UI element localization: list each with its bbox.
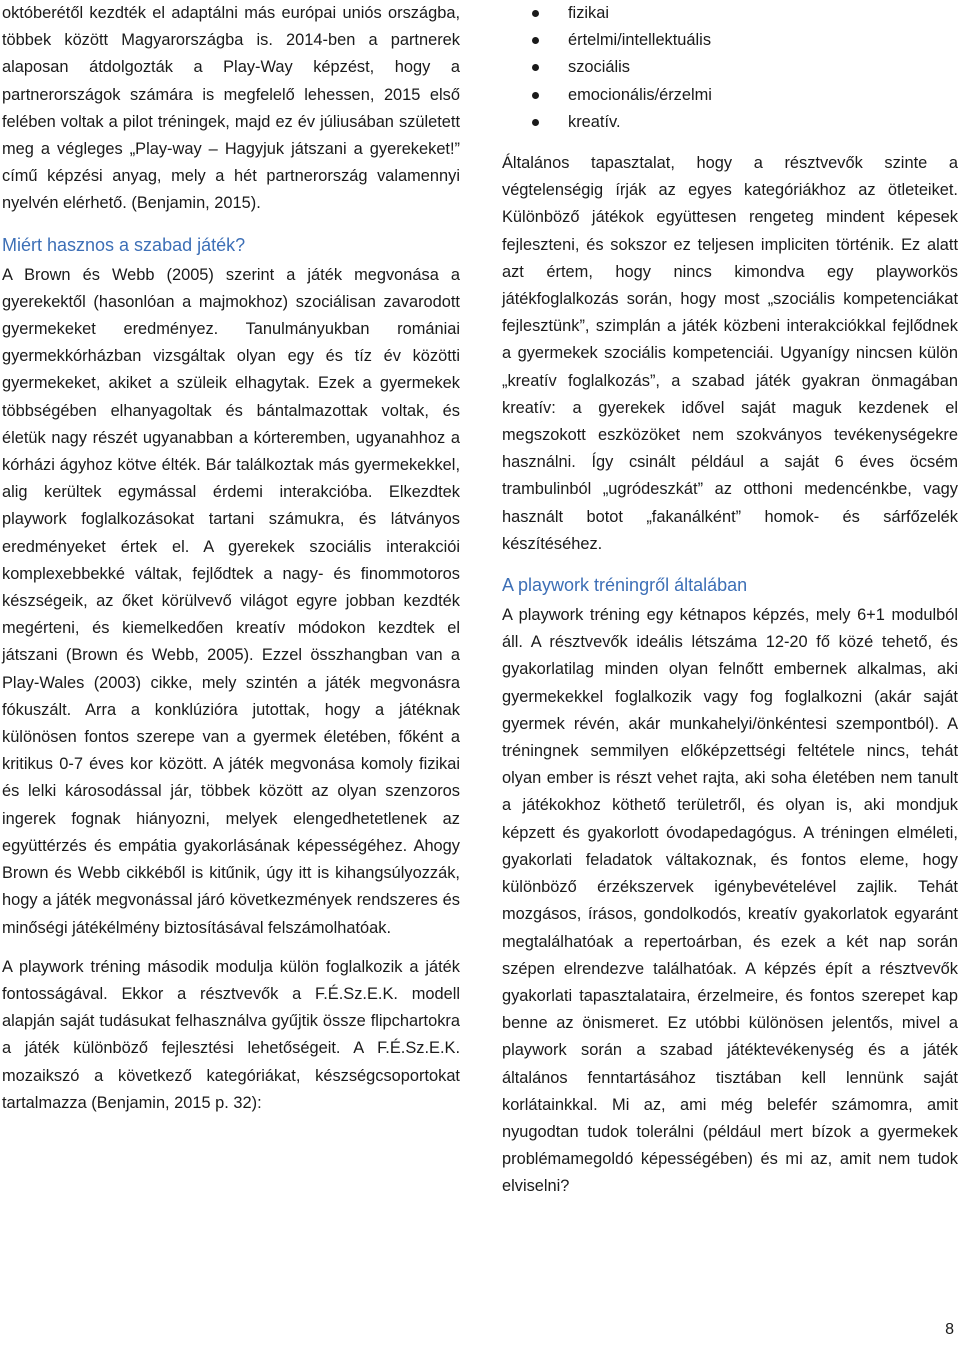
- section-heading-playwork-training: A playwork tréningről általában: [502, 575, 748, 596]
- bullet-icon: [532, 37, 539, 44]
- list-item-label: értelmi/intellektuális: [568, 31, 712, 50]
- list-item: [502, 0, 958, 27]
- right-paragraph-1: Általános tapasztalat, hogy a résztvevők szinte a végtelenségig írják az egyes kategóriákhoz az ötleteiket. Különböző játékok együttesen rengeteg mindent képesek fejleszteni, és sokszor ez teljesen impliciten történik. Ez alatt azt értem, hogy nincs kimondva egy playworkös játékfoglalkozás során, hogy most „szociális kompetenciákat fejlesztünk”, szimplán a játék közbeni interakciókkal fejlődnek a gyermekek szociális kompetenciái. Ugyanígy nincsen külön „kreatív foglalkozás”, a szabad játék gyakran önmagában kreatív: a gyerekek idővel saját maguk kezdenek el megszokott eszközöket nem szokványos tevékenységekre használni. Így csinált például a saját 6 éves öcsém trambulinból „ugródeszkát” az otthoni medencénkbe, vagy használt botot „fakanálként” homok- és sárfőzelék készítéséhez.: [502, 154, 958, 553]
- bullet-icon: [532, 92, 539, 99]
- right-paragraph-2: A playwork tréning egy kétnapos képzés, mely 6+1 modulból áll. A résztvevők ideális létszáma 12-20 fő közé tehető, és gyakorlatilag minden olyan felnőtt embernek alkalmas, aki gyermekekkel foglalkozik vagy fog foglalkozni (akár saját gyermek révén, akár munkahelyi/önkéntesi szempontból). A tréningnek semmilyen előképzettségi feltétele nincs, tehát olyan ember is részt vehet rajta, aki soha életében nem tanult a játékokhoz köthető területről, és olyan is, aki mondjuk képzett és gyakorlott óvodapedagógus. A tréningen elméleti, gyakorlati feladatok váltakoznak, és fontos eleme, hogy különböző érzékszervek igénybevételével zajlik. Tehát mozgásos, írásos, gondolkodós, kreatív gyakorlatok egyaránt megtalálhatóak a repertoárban, és ezek a két nap során szépen elrendezve találhatóak. A képzés épít a résztvevők gyakorlati tapasztalataira, érzelmeire, és fontos szerepet kap benne az önismeret. Ez utóbbi különösen jelentős, mivel a playwork során a szabad játéktevékenység és a játék általános fenntartásához tisztában kell lennünk saját korlátainkkal. Mi az, ami még belefér számomra, amit nyugodtan tudok tolerálni (például mert bízok a gyermekek problémamegoldó képességében) és mi az, amit nem tudok elviselni?: [502, 606, 958, 1196]
- list-item-label: kreatív.: [568, 112, 621, 131]
- list-item: [502, 27, 958, 54]
- bullet-icon: [532, 10, 539, 17]
- list-item-label: emocionális/érzelmi: [568, 85, 712, 104]
- section-heading-why-free-play: Miért hasznos a szabad játék?: [2, 234, 246, 255]
- list-item-label: szociális: [568, 58, 630, 77]
- list-item: [502, 54, 958, 81]
- left-paragraph-3: A playwork tréning második modulja külön foglalkozik a játék fontosságával. Ekkor a résztvevők a F.É.Sz.E.K. modell alapján saját tudásukat felhasználva gyűjtik össze flipchartokra a játék különböző fejlesztési lehetőségeit. A F.É.Sz.E.K. mozaikszó a következő kategóriákat, készségcsoportokat tartalmazza (Benjamin, 2015 p. 32):: [2, 957, 460, 1112]
- fesek-category-list: [502, 0, 958, 136]
- bullet-icon: [532, 119, 539, 126]
- list-item: [502, 82, 958, 109]
- bullet-icon: [532, 64, 539, 71]
- left-paragraph-1: októberétől kezdték el adaptálni más európai uniós országba, többek között Magyarországba is. 2014-ben a partnerek alaposan átdolgozták a Play-Way képzést, hogy a partnerországok számára is megfelelő lehessen, 2015 első felében voltak a pilot tréningek, majd ez év júliusában született meg a végleges „Play-way – Hagyjuk játszani a gyerekeket!” című képzési anyag, mely a hét partnerország valamennyi nyelvén elérhető. (Benjamin, 2015).: [2, 4, 460, 213]
- list-item-label: fizikai: [568, 4, 609, 22]
- list-item: [502, 109, 958, 136]
- right-column: [502, 0, 958, 1201]
- page-number: 8: [945, 1321, 954, 1338]
- left-paragraph-2: A Brown és Webb (2005) szerint a játék megvonása a gyerekektől (hasonlóan a majmokhoz) szociálisan zavarodott gyermekeket eredményez. Tanulmányukban romániai gyermekkórházban vizsgáltak olyan egy és tíz év közötti gyermekeket, akiket a szüleik elhagytak. Ezek a gyermekek többségében elhanyagoltak és bántalmazottak voltak, és életük nagy részét ugyanabban a kórteremben, ugyanahhoz a kórházi ágyhoz kötve élték. Bár találkoztak más gyermekekkel, alig kerültek egymással érdemi interakcióba. Elkezdtek playwork foglalkozásokat tartani számukra, és látványos eredményeket értek el. A gyerekek szociális interakciói komplexebbekké váltak, fejlődtek a nagy- és finommotoros készségeik, az őket körülvevő világot egyre jobban kezdték megérteni, és kiemelkedően kreatív módokon kezdtek el játszani (Brown és Webb, 2005). Ezzel összhangban van a Play-Wales (2003) cikke, mely szintén a játék megvonásra fókuszált. Arra a konklúzióra jutottak, hogy a játéknak különösen fontos szerepe van a gyermek életében, főként a kritikus 0-7 éves kor között. A játék megvonása komoly fizikai és lelki károsodással jár, többek között az olyan szenzoros ingerek fognak hiányozni, melyek elengedhetetlenek az együttérzés és empátia gyakorlásának képességéhez. Ahogy Brown és Webb cikkéből is kitűnik, úgy itt is kihangsúlyozzák, hogy a játék megvonással járó következmények rendszeres és minőségi játékélmény biztosításával felszámolhatóak.: [2, 265, 460, 937]
- left-column: [2, 0, 460, 1117]
